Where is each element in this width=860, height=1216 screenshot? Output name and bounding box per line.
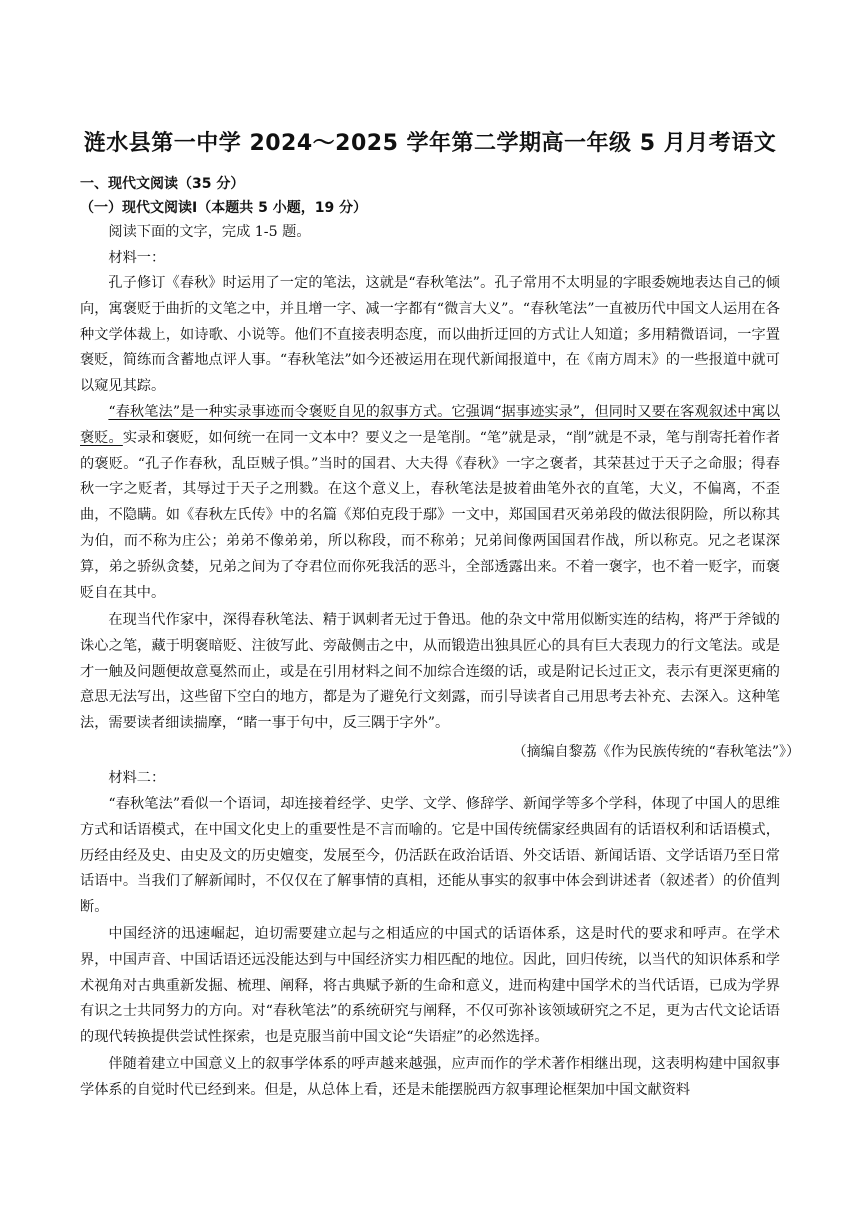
source-citation: （摘编自黎荔《作为民族传统的“春秋笔法”》） bbox=[512, 744, 800, 760]
instruction-text: 阅读下面的文字，完成 1-5 题。 bbox=[108, 224, 311, 240]
material-2-paragraph-3: 伴随着建立中国意义上的叙事学体系的呼声越来越强，应声而作的学术著作相继出现，这表明构建中国叙事学体系的自觉时代已经到来。但是，从总体上看，还是未能摆脱西方叙事理论框架加中国文献资料 bbox=[80, 1056, 780, 1098]
material-2-paragraph-1: “春秋笔法”看似一个语词，却连接着经学、史学、文学、修辞学、新闻学等多个学科，体现了中国人的思维方式和话语模式，在中国文化史上的重要性是不言而喻的。它是中国传统儒家经典固有的话语权利和话语模式，历经由经及史、由史及文的历史嬗变，发展至今，仍活跃在政治话语、外交话语、新闻话语、文学话语乃至日常话语中。当我们了解新闻时，不仅仅在了解事情的真相，还能从事实的叙事中体会到讲述者（叙述者）的价值判断。 bbox=[80, 796, 780, 916]
material-1-paragraph-1: 孔子修订《春秋》时运用了一定的笔法，这就是“春秋笔法”。孔子常用不太明显的字眼委婉地表达自己的倾向，寓褒贬于曲折的文笔之中，并且增一字、减一字都有“微言大义”。“春秋笔法”一直被历代中国文人运用在各种文学体裁上，如诗歌、小说等。他们不直接表明态度，而以曲折迂回的方式让人知道；多用精微语词，一字置褒贬，简练而含蓄地点评人事。“春秋笔法”如今还被运用在现代新闻报道中，在《南方周末》的一些报道中就可以窥见其踪。 bbox=[80, 275, 780, 395]
exam-title: 涟水县第一中学 2024～2025 学年第二学期高一年级 5 月月考语文 bbox=[83, 131, 777, 156]
material-1-label: 材料一： bbox=[108, 250, 166, 266]
material-1-paragraph-2 bbox=[80, 400, 780, 606]
underlined-sentence: “春秋笔法”是一种实录事迹而令褒贬自见的叙事方式。它强调“据事迹实录”，但同时又要在客观叙述中寓以褒贬。 bbox=[80, 404, 780, 446]
paragraph-2-rest: 实录和褒贬，如何统一在同一文本中？要义之一是笔削。“笔”就是录，“削”就是不录，笔与削寄托着作者的褒贬。“孔子作春秋，乱臣贼子惧。”当时的国君、大夫得《春秋》一字之褒者，其荣甚过于天子之命服；得春秋一字之贬者，其辱过于天子之刑戮。在这个意义上，春秋笔法是披着曲笔外衣的直笔，大义，不偏离，不歪曲，不隐瞒。如《春秋左氏传》中的名篇《郑伯克段于鄢》一文中，郑国国君灭弟弟段的做法很阴险，所以称其为伯，而不称为庄公；弟弟不像弟弟，所以称段，而不称弟；兄弟间像两国国君作战，所以称克。兄之老谋深算，弟之骄纵贪婪，兄弟之间为了夺君位而你死我活的恶斗，全部透露出来。不着一褒字，也不着一贬字，而褒贬自在其中。 bbox=[80, 429, 780, 601]
material-2-label: 材料二： bbox=[108, 770, 166, 786]
material-1-paragraph-3: 在现当代作家中，深得春秋笔法、精于讽刺者无过于鲁迅。他的杂文中常用似断实连的结构，将严于斧钺的诛心之笔，藏于明褒暗贬、注彼写此、旁敲侧击之中，从而锻造出独具匠心的具有巨大表现力的行文笔法。或是才一触及问题便故意戛然而止，或是在引用材料之间不加综合连缀的话，或是附记长过正文，表示有更深更痛的意思无法写出，这些留下空白的地方，都是为了避免行文刻露，而引导读者自己用思考去补充、去深入。这种笔法，需要读者细读揣摩，“睹一事于句中，反三隅于字外”。 bbox=[80, 612, 780, 732]
section-heading: 一、现代文阅读（35 分） bbox=[80, 176, 245, 192]
subsection-heading: （一）现代文阅读Ⅰ（本题共 5 小题，19 分） bbox=[80, 200, 368, 216]
material-2-paragraph-2: 中国经济的迅速崛起，迫切需要建立起与之相适应的中国式的话语体系，这是时代的要求和呼声。在学术界，中国声音、中国话语还远没能达到与中国经济实力相匹配的地位。因此，回归传统，以当代的知识体系和学术视角对古典重新发掘、梳理、阐释，将古典赋予新的生命和意义，进而构建中国学术的当代话语，已成为学界有识之士共同努力的方向。对“春秋笔法”的系统研究与阐释，不仅可弥补该领域研究之不足，更为古代文论话语的现代转换提供尝试性探索，也是克服当前中国文论“失语症”的必然选择。 bbox=[80, 926, 780, 1046]
